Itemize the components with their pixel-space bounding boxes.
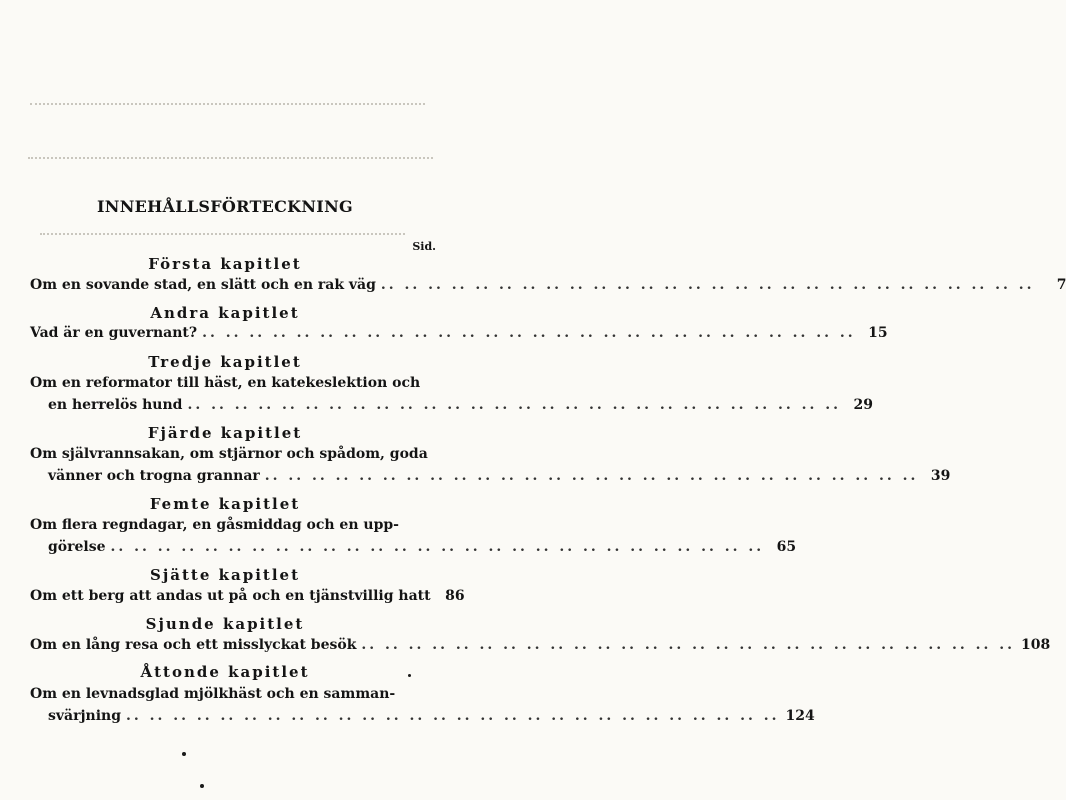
entry-title: Om en levnadsglad mjölkhäst och en samman- — [30, 686, 396, 702]
toc-entry — [30, 683, 815, 727]
entry-title-continued: en herrelös hund — [48, 397, 183, 413]
ink-speck — [182, 752, 186, 756]
entry-title-continued: svärjning — [48, 708, 121, 724]
page-number: 65 — [776, 539, 797, 555]
ink-speck — [408, 674, 411, 677]
entry-title: Om ett berg att andas ut på och en tjänstvillig hatt — [30, 588, 431, 604]
page-number: 7 — [1056, 277, 1066, 293]
page-title: INNEHÅLLSFÖRTECKNING — [97, 197, 353, 216]
page-number: 29 — [853, 397, 873, 413]
toc-entry — [30, 322, 888, 344]
bleed-through-line — [30, 103, 425, 106]
entry-title: Om en reformator till häst, en katekeslektion och — [30, 375, 421, 391]
chapter-heading: Första kapitlet — [148, 255, 302, 273]
page-number: 124 — [785, 708, 815, 724]
toc-entry — [30, 443, 951, 487]
dot-leader — [111, 536, 765, 558]
entry-title: Om självrannsakan, om stjärnor och spådom, goda — [30, 446, 428, 462]
chapter-heading: Sjunde kapitlet — [145, 615, 305, 633]
entry-title-continued: vänner och trogna grannar — [48, 468, 260, 484]
toc-entry — [30, 372, 873, 416]
toc-entry — [30, 585, 465, 607]
dot-leader — [381, 274, 1035, 296]
entry-title: Om en sovande stad, en slätt och en rak väg — [30, 277, 376, 293]
dot-leader — [187, 394, 841, 416]
bleed-through-line — [40, 233, 405, 236]
page-number: 108 — [1020, 637, 1051, 653]
page-number: 15 — [868, 325, 888, 341]
chapter-heading: Tredje kapitlet — [148, 353, 302, 371]
chapter-heading: Sjätte kapitlet — [150, 566, 300, 584]
entry-title: Om flera regndagar, en gåsmiddag och en upp- — [30, 517, 399, 533]
entry-title: Vad är en guvernant? — [30, 325, 198, 341]
dot-leader — [265, 465, 919, 487]
toc-entry — [30, 514, 797, 558]
entry-title-continued: görelse — [48, 539, 106, 555]
dot-leader — [126, 705, 780, 727]
dot-leader — [361, 634, 1015, 656]
toc-entry — [30, 634, 1051, 656]
chapter-heading: Femte kapitlet — [149, 495, 301, 513]
chapter-heading: Fjärde kapitlet — [147, 424, 303, 442]
dot-leader — [202, 322, 856, 344]
bleed-through-line — [28, 157, 433, 160]
toc-entry — [30, 274, 1066, 296]
entry-title: Om en lång resa och ett misslyckat besök — [30, 637, 357, 653]
chapter-heading: Andra kapitlet — [150, 304, 300, 322]
page-number: 39 — [930, 468, 951, 484]
page-column-label: Sid. — [412, 240, 436, 253]
chapter-heading: Åttonde kapitlet — [140, 663, 310, 681]
page-number: 86 — [445, 588, 465, 604]
ink-speck — [200, 784, 204, 788]
